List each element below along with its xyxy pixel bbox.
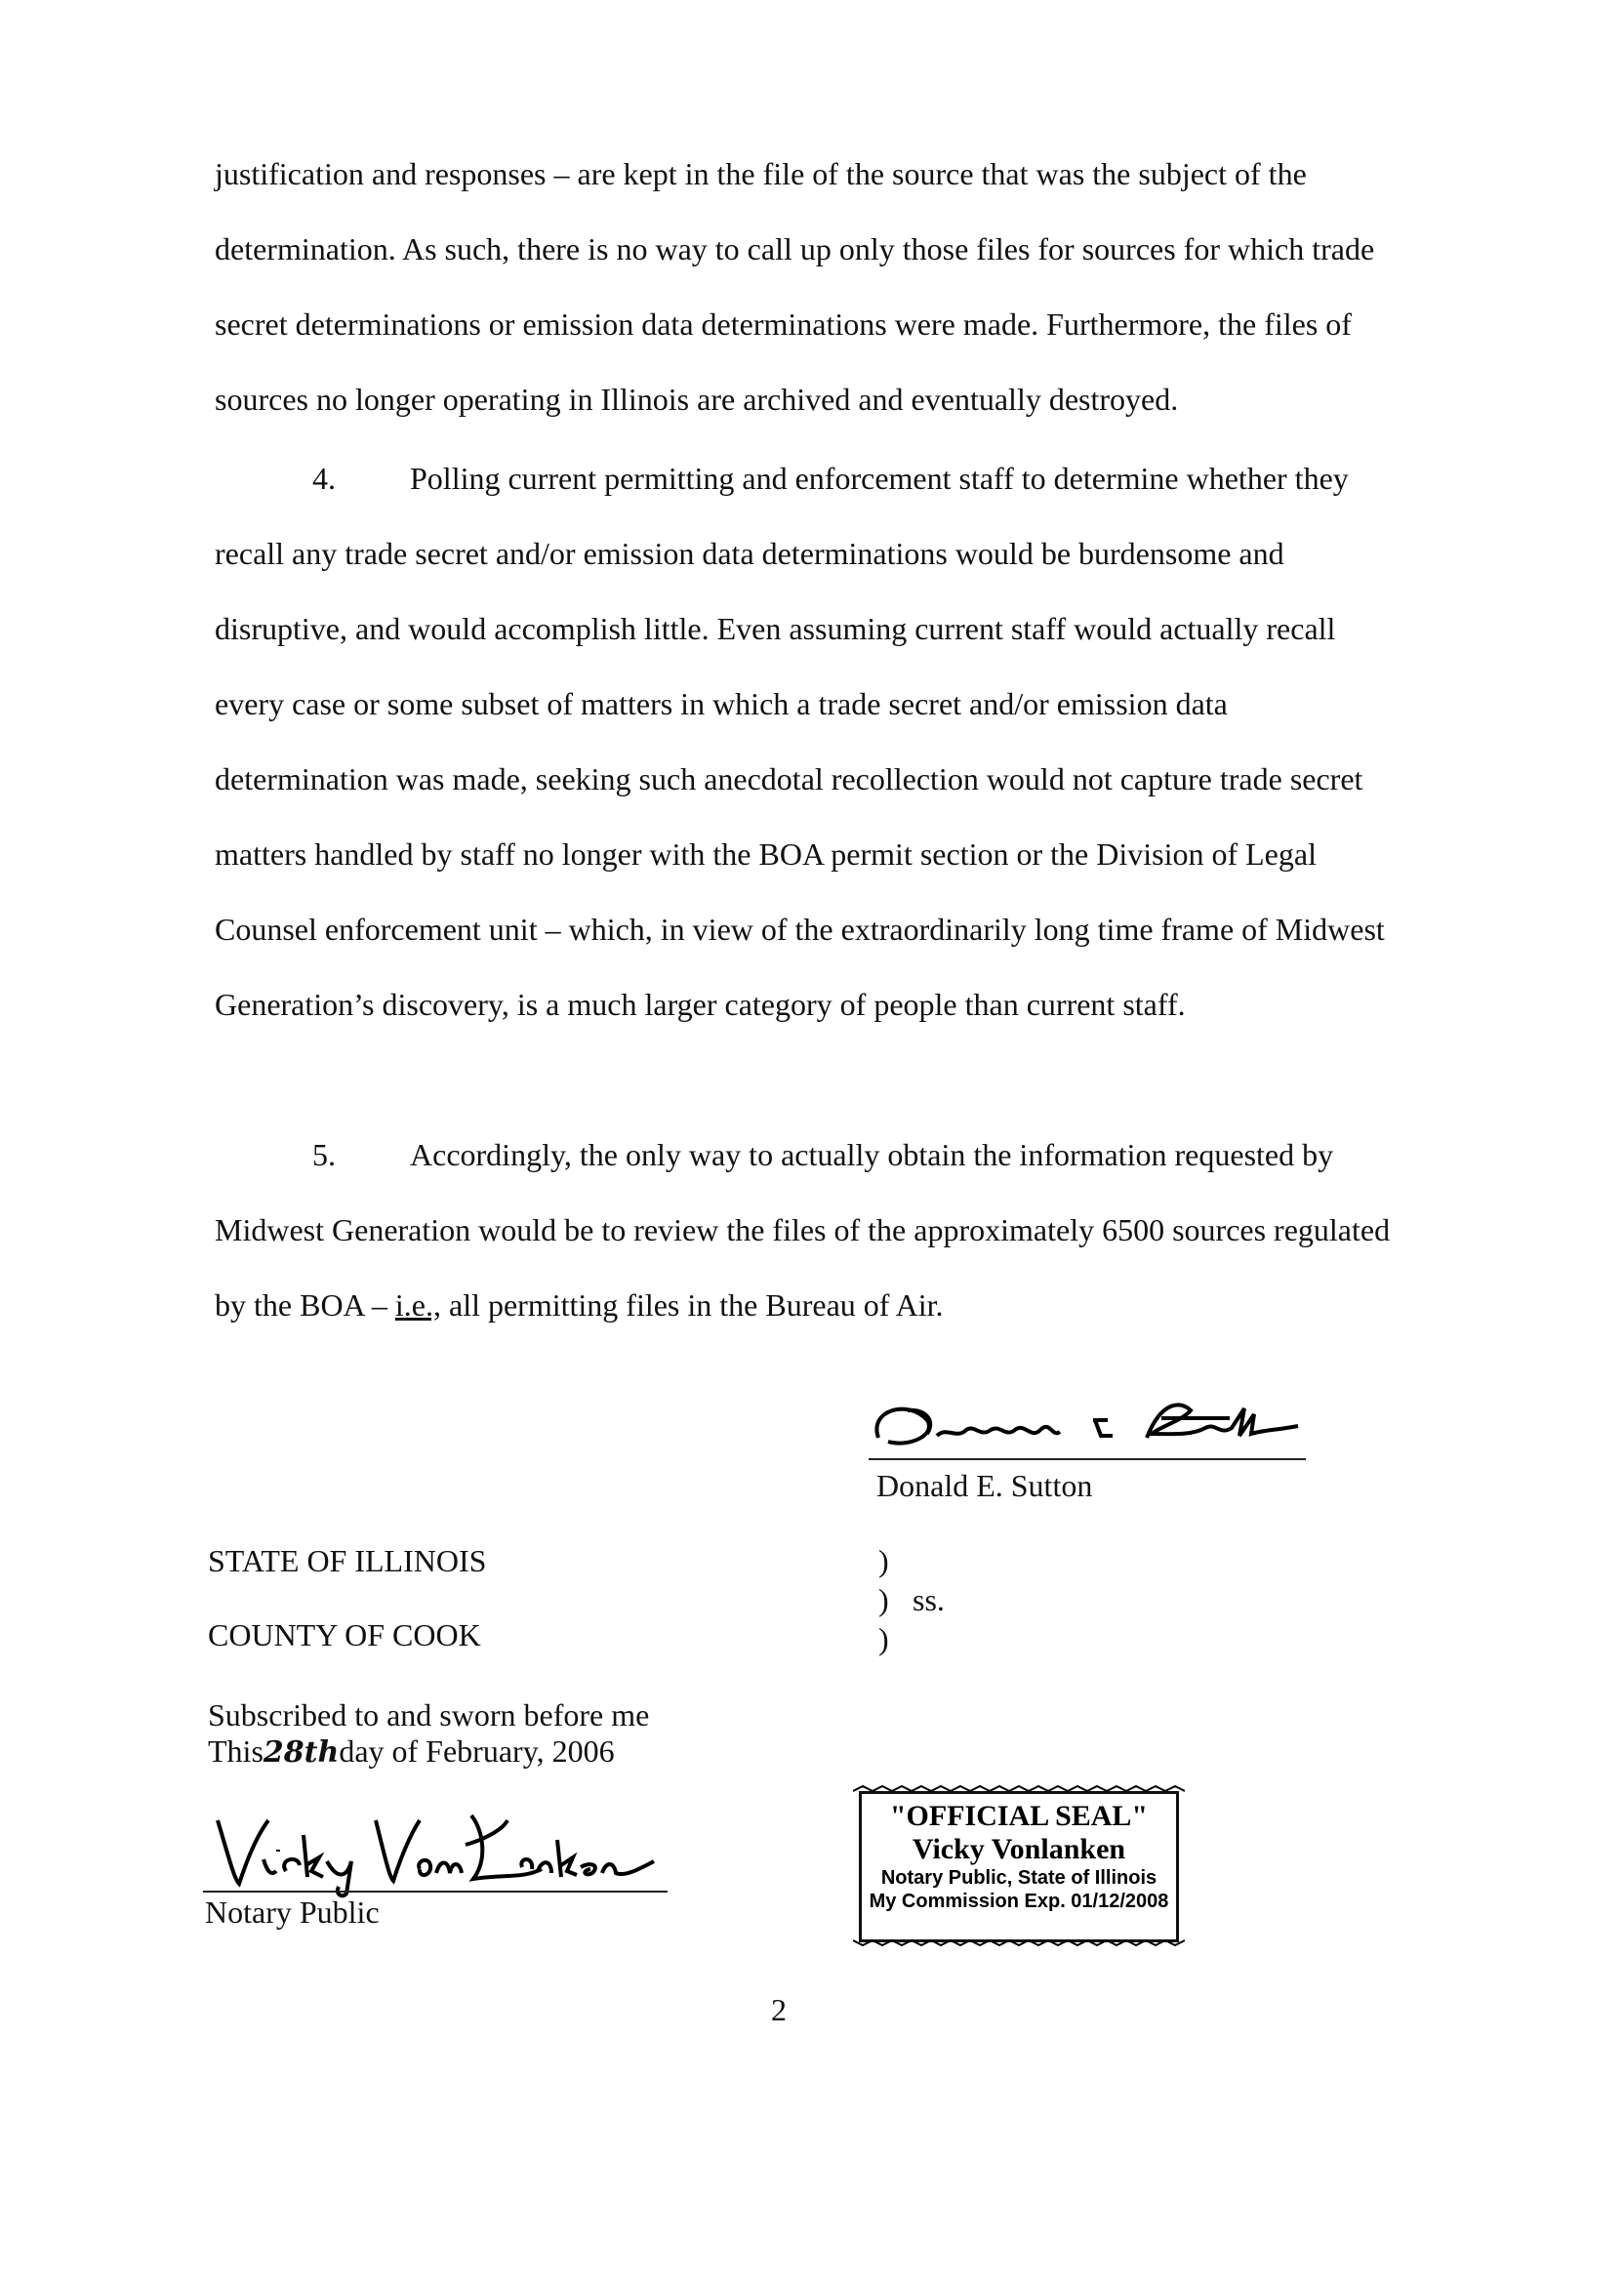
official-seal-stamp xyxy=(859,1791,1179,1942)
venue-ss: ss. xyxy=(913,1582,945,1617)
notary-label: Notary Public xyxy=(205,1895,380,1930)
jurat-line-2 xyxy=(208,1732,615,1772)
venue-paren: ) xyxy=(878,1543,889,1578)
seal-commission-expiry: My Commission Exp. 01/12/2008 xyxy=(869,1891,1169,1912)
venue-county: COUNTY OF COOK xyxy=(208,1617,481,1652)
seal-notary-name: Vicky Vonlanken xyxy=(912,1833,1126,1865)
seal-notary-state: Notary Public, State of Illinois xyxy=(880,1867,1157,1889)
venue-paren: ) xyxy=(878,1621,889,1656)
affiant-name: Donald E. Sutton xyxy=(876,1468,1093,1503)
ie-abbreviation: i.e., xyxy=(394,1287,441,1323)
jurat-line-1: Subscribed to and sworn before me xyxy=(208,1697,650,1732)
paragraph-text: justification and responses – are kept in the file of the source that was the subject of the determination. As such, there is no way to call up only those files for sources for which trade secret determinations or emission data determinations were made. Furthermore, the files of sources no longer operating in Illinois are archived and eventually destroyed. xyxy=(215,156,1375,417)
notary-signature-line xyxy=(203,1891,668,1893)
paragraph-number: 5. xyxy=(312,1137,336,1172)
jurat-this: This xyxy=(208,1733,264,1769)
paragraph-text: Polling current permitting and enforcement staff to determine whether they recall any trade secret and/or emission data determinations would be burdensome and disruptive, and would accomplish little. Even assuming current staff would actually recall every case or some subset of matters in which a trade secret and/or emission data determination was made, seeking such anecdotal recollection would not capture trade secret matters handled by staff no longer with the BOA permit section or the Division of Legal Counsel enforcement unit – which, in view of the extraordinarily long time frame of Midwest Generation’s discovery, is a much larger category of people than current staff. xyxy=(215,461,1385,1022)
jurat-day-handwritten: 28th xyxy=(263,1735,340,1770)
venue-state: STATE OF ILLINOIS xyxy=(208,1543,487,1578)
notary-signature xyxy=(210,1801,659,1898)
page-number: 2 xyxy=(771,1992,787,2027)
jurat-date: day of February, 2006 xyxy=(339,1733,615,1769)
seal-title: "OFFICIAL SEAL" xyxy=(889,1800,1149,1832)
paragraph-5 xyxy=(215,1118,1396,1343)
paragraph-continuation xyxy=(215,137,1396,437)
affiant-signature xyxy=(869,1391,1318,1459)
venue-paren: ) xyxy=(878,1582,889,1617)
seal-bottom-border xyxy=(853,1938,1185,1946)
paragraph-text: Accordingly, the only way to actually obtain the information requested by Midwest Generation would be to review the files of the approximately 6500 sources regulated by the BOA – xyxy=(215,1137,1391,1323)
signature-line xyxy=(869,1458,1306,1460)
paragraph-text-end: all permitting files in the Bureau of Air. xyxy=(440,1287,944,1323)
paragraph-4 xyxy=(215,441,1396,1042)
paragraph-number: 4. xyxy=(312,461,336,496)
